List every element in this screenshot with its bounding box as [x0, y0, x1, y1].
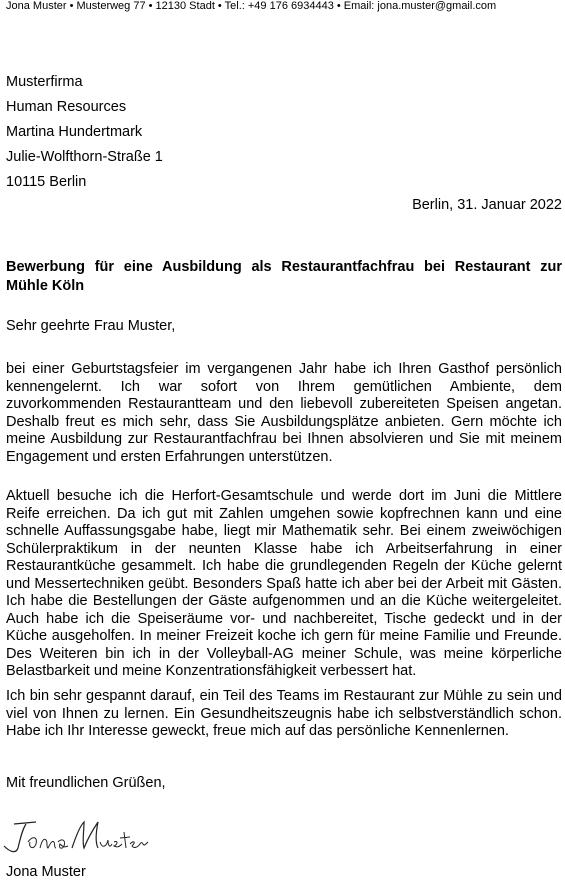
- sender-line: Jona Muster • Musterweg 77 • 12130 Stadt • Tel.: +49 176 6934443 • Email: jona.muster@gmail.com: [6, 0, 497, 12]
- salutation: Sehr geehrte Frau Muster,: [6, 318, 176, 334]
- signer-name: Jona Muster: [6, 864, 86, 880]
- recipient-street: Julie-Wolfthorn-Straße 1: [6, 149, 163, 165]
- closing: Mit freundlichen Grüßen,: [6, 775, 166, 791]
- recipient-name: Martina Hundertmark: [6, 124, 143, 140]
- recipient-company: Musterfirma: [6, 74, 83, 90]
- paragraph-1: bei einer Geburtstagsfeier im vergangenen Jahr habe ich Ihren Gasthof persönlich kennengelernt. Ich war sofort von Ihrem gemütlichen Ambiente, dem zuvorkommenden Restaurantteam und den liebevoll zubereiteten Speisen angetan. Deshalb freut es mich sehr, dass Sie Ausbildungsplätze anbieten. Gern möchte ich meine Ausbildung zur Restaurantfachfrau bei Ihnen absolvieren und Sie mit meinem Engagement und ersten Erfahrungen unterstützen.: [6, 361, 562, 465]
- letter-date: Berlin, 31. Januar 2022: [412, 197, 562, 213]
- recipient-department: Human Resources: [6, 99, 127, 115]
- paragraph-3: Ich bin sehr gespannt darauf, ein Teil des Teams im Restaurant zur Mühle zu sein und viel von Ihnen zu lernen. Ein Gesundheitszeugnis habe ich selbstverständlich schon. Habe ich Ihr Interesse geweckt, freue mich auf das persönliche Kennenlernen.: [6, 688, 562, 739]
- recipient-address: [6, 70, 163, 195]
- handwritten-signature: [0, 812, 150, 862]
- recipient-city: 10115 Berlin: [6, 174, 87, 190]
- paragraph-2: Aktuell besuche ich die Herfort-Gesamtschule und werde dort im Juni die Mittlere Reife erreichen. Da ich gut mit Zahlen umgehen sowie kopfrechnen kann und eine schnelle Auffassungsgabe habe, liegt mir Mathematik sehr. Bei einem zweiwöchigen Schülerpraktikum in der neunten Klasse habe ich Arbeitserfahrung in einer Restaurantküche gesammelt. Ich habe die grundlegenden Regeln der Küche gelernt und Messertechniken geübt. Besonders Spaß hatte ich aber bei der Arbeit mit Gästen. Ich habe die Bestellungen der Gäste aufgenommen und an die Küche weitergeleitet. Auch habe ich die Speiseräume vor- und nachbereitet, Tische gedeckt und in der Küche ausgeholfen. In meiner Freizeit koche ich gern für meine Familie und Freunde. Des Weiteren bin ich in der Volleyball-AG meiner Schule, was meine körperliche Belastbarkeit und meine Konzentrationsfähigkeit verbessert hat.: [6, 488, 562, 679]
- letter-subject: Bewerbung für eine Ausbildung als Restaurantfachfrau bei Restaurant zur Mühle Köln: [6, 259, 562, 294]
